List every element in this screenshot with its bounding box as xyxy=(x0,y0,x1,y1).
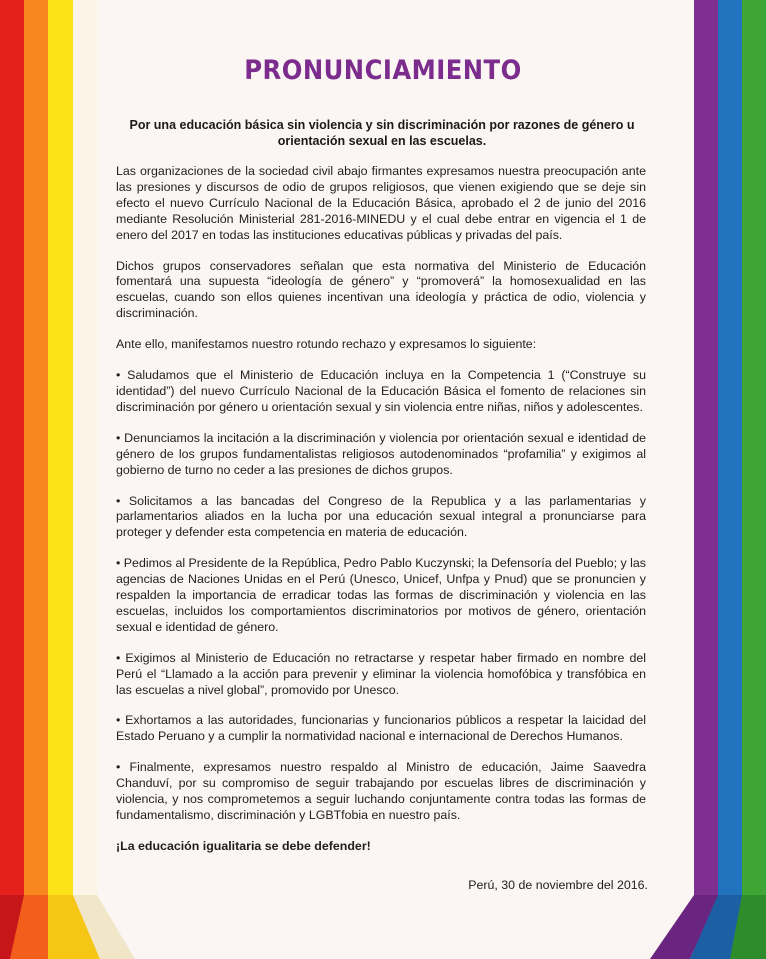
stripe-purple xyxy=(694,0,718,959)
document-date: Perú, 30 de noviembre del 2016. xyxy=(468,878,648,892)
paragraph: Ante ello, manifestamos nuestro rotundo rechazo y expresamos lo siguiente: xyxy=(116,337,537,352)
bullet-paragraph: • Saludamos que el Ministerio de Educación incluya en la Competencia 1 (“Construye su identidad”) del nuevo Currículo Nacional de la Educación Básica el fomento de relaciones sin discriminación por género u orientación sexual y sin violencia entre niñas, niños y adolescentes. xyxy=(116,368,646,414)
document-subtitle: Por una educación básica sin violencia y sin discriminación por razones de género u orientación sexual en las escuelas. xyxy=(129,118,635,148)
stripe-light xyxy=(73,0,97,959)
stripe-yellow xyxy=(48,0,73,959)
bullet-paragraph: • Pedimos al Presidente de la República, Pedro Pablo Kuczynski; la Defensoría del Pueblo; y las agencias de Naciones Unidas en el Perú (Unesco, Unicef, Unfpa y Pnud) que se pronuncien y respalden la importancia de erradicar todas las formas de discriminación y violencia en las escuelas, incluidos los comportamientos discriminatorios por motivos de género, orientación sexual e identidad de género. xyxy=(116,556,646,634)
paragraph: Dichos grupos conservadores señalan que esta normativa del Ministerio de Educación fomentará una supuesta “ideología de género” y “promoverá” la homosexualidad en las escuelas, cuando son ellos quienes incentivan una ideología y práctica de odio, violencia y discriminación. xyxy=(116,258,646,321)
closing-statement: ¡La educación igualitaria se debe defender! xyxy=(116,838,371,853)
bullet-paragraph: • Exigimos al Ministerio de Educación no retractarse y respetar haber firmado en nombre del Perú el “Llamado a la acción para prevenir y eliminar la violencia homofóbica y transfóbica en las escuelas a nivel global”, promovido por Unesco. xyxy=(116,650,646,697)
rainbow-floor xyxy=(0,895,766,959)
document-body xyxy=(116,164,646,870)
document-title: PRONUNCIAMIENTO xyxy=(244,55,522,86)
bullet-paragraph: • Solicitamos a las bancadas del Congreso de la Republica y a las parlamentarias y parlamentarios aliados en la lucha por una educación sexual integral a pronunciarse para proteger y defender esta competencia en materia de educación. xyxy=(116,493,646,540)
bullet-paragraph: • Exhortamos a las autoridades, funcionarias y funcionarios públicos a respetar la laicidad del Estado Peruano y a cumplir la normatividad nacional e internacional de Derechos Humanos. xyxy=(116,713,646,744)
paragraph: Las organizaciones de la sociedad civil abajo firmantes expresamos nuestra preocupación ante las presiones y discursos de odio de grupos religiosos, que vienen exigiendo que se deje sin efecto el nuevo Currículo Nacional de la Educación Básica, aprobado el 2 de junio del 2016 mediante Resolución Ministerial 281-2016-MINEDU y el cual debe entrar en vigencia el 1 de enero del 2017 en todas las instituciones educativas públicas y privadas del país. xyxy=(116,164,646,242)
stripe-red xyxy=(0,0,24,959)
stripe-orange xyxy=(24,0,48,959)
bullet-paragraph: • Finalmente, expresamos nuestro respaldo al Ministro de educación, Jaime Saavedra Chanduví, por su compromiso de seguir trabajando por escuelas libres de discriminación y violencia, y nos comprometemos a seguir luchando conjuntamente contra todas las formas de fundamentalismo, discriminación y LGBTfobia en nuestro país. xyxy=(116,760,646,822)
stripe-green xyxy=(742,0,766,959)
bullet-paragraph: • Denunciamos la incitación a la discriminación y violencia por orientación sexual e identidad de género de los grupos fundamentalistas religiosos autodenominados “profamilia” y exigimos al gobierno de turno no ceder a las presiones de dichos grupos. xyxy=(116,430,646,477)
stripe-blue xyxy=(718,0,742,959)
